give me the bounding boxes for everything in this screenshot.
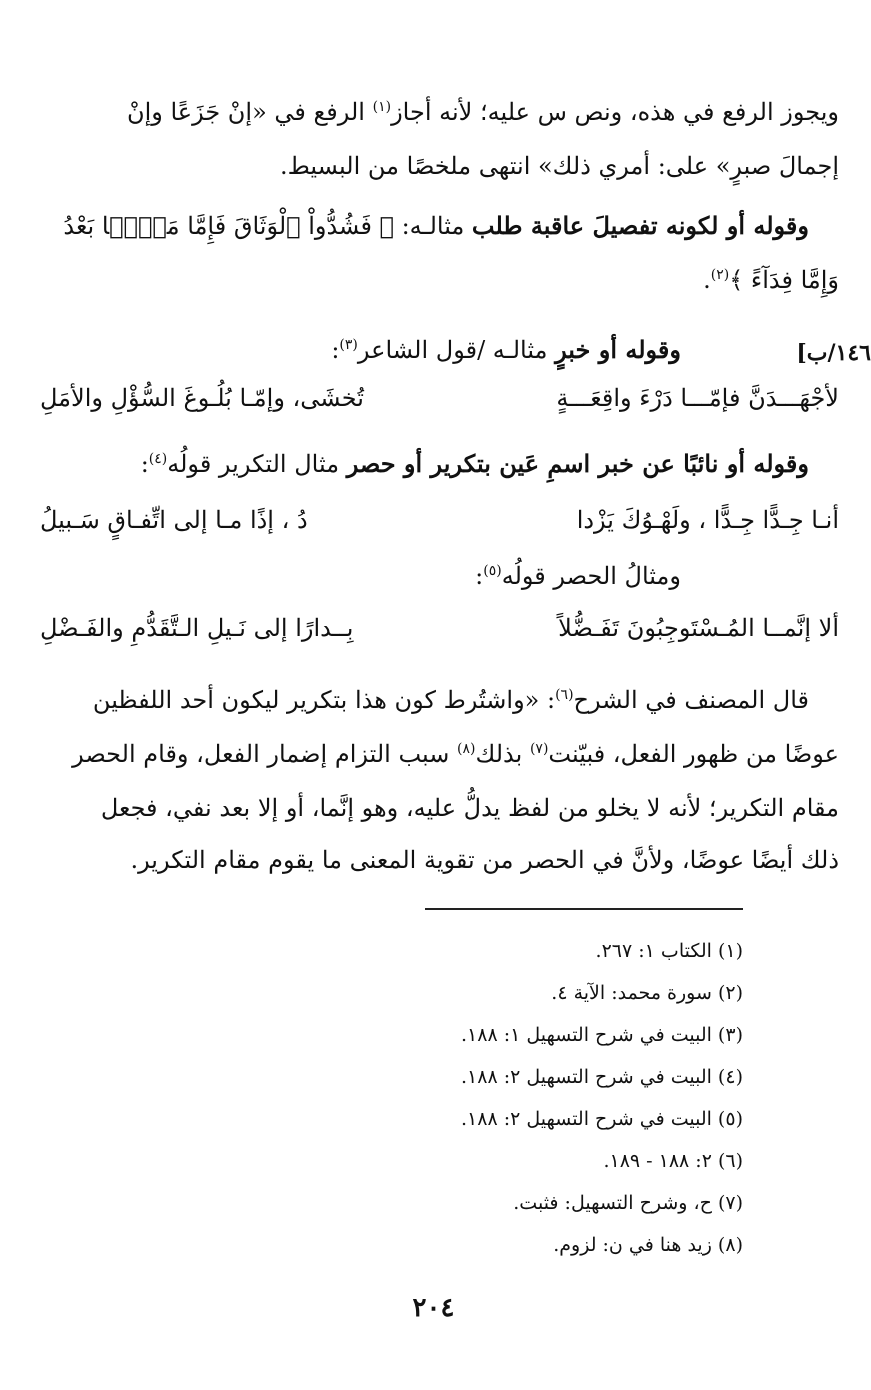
text-segment: : [331, 336, 340, 364]
verse-line [40, 384, 839, 412]
text-segment: إجمالَ صبرٍ» على: أمري ذلك» انتهى ملخصًا من البسيط. [279, 152, 839, 180]
text-segment: ومثالُ الحصر قولُه [501, 562, 681, 590]
text-segment: الرفع في «إنْ جَزَعًا وإنْ [126, 98, 373, 126]
text-line [93, 686, 809, 715]
text-segment: مثالـه: ﴿ فَشُدُّواْ ٱلْوَثَاقَ فَإِمَّا مَنًّۢا بَعْدُ [63, 212, 472, 240]
text-line [130, 846, 839, 875]
verse-line [40, 506, 839, 534]
text-line [331, 336, 681, 365]
footnote: (٨) زيد هنا في ن: لزوم. [553, 1234, 743, 1256]
footnote: (٦) ٢: ١٨٨ - ١٨٩. [603, 1150, 743, 1172]
footnote: (٥) البيت في شرح التسهيل ٢: ١٨٨. [460, 1108, 743, 1130]
verse-hemistich-second: بِــدارًا إلى نَـيلِ الـتَّقَدُّمِ والفَـضْلِ [40, 614, 354, 642]
verse-hemistich-first: أنـا جِـدًّا جِـدًّا ، ولَهْـوُكَ يَزْدا [576, 506, 839, 534]
footnote-marker: (٣) [339, 337, 358, 353]
footnote: (٣) البيت في شرح التسهيل ١: ١٨٨. [460, 1024, 743, 1046]
footnote-marker: (٢) [710, 267, 730, 283]
text-segment: عوضًا من ظهور الفعل، فبيّنت [548, 740, 839, 768]
text-line [141, 450, 809, 479]
footnote: (٢) سورة محمد: الآية ٤. [551, 982, 743, 1004]
text-segment: سبب التزام إضمار الفعل، وقام الحصر [72, 740, 458, 768]
text-segment: مقام التكرير؛ لأنه لا يخلو من لفظ يدلُّ عليه، وهو إنَّما، أو إلا بعد نفي، فجعل [100, 794, 839, 822]
verse-hemistich-second: دُ ، إذًا مـا إلى اتِّفـاقٍ سَـبيلُ [40, 506, 308, 534]
margin-folio-reference: ١٤٦/ب] [796, 340, 871, 366]
text-line [127, 98, 839, 127]
text-segment: ذلك أيضًا عوضًا، ولأنَّ في الحصر من تقوية المعنى ما يقوم مقام التكرير. [130, 846, 839, 874]
text-segment: . [703, 266, 711, 294]
text-segment-bold: وقوله أو نائبًا عن خبر اسمِ عَين بتكرير أو حصر [346, 449, 809, 478]
text-segment: : [140, 450, 149, 478]
text-segment: : [475, 562, 484, 590]
footnote-separator [425, 908, 743, 910]
text-line [63, 212, 809, 241]
text-segment: بذلك [475, 740, 530, 768]
text-segment: : «واشتُرط كون هذا بتكرير ليكون أحد اللفظين [92, 686, 556, 714]
text-line [72, 740, 839, 769]
page-number: ٢٠٤ [412, 1293, 455, 1323]
text-segment: ويجوز الرفع في هذه، ونص س عليه؛ لأنه أجاز [391, 98, 839, 126]
footnote: (١) الكتاب ١: ٢٦٧. [595, 940, 743, 962]
verse-hemistich-second: تُخشَى، وإمّـا بُلُـوغَ السُّؤْلِ والأمَلِ [40, 384, 364, 412]
quran-verse: وَإِمَّا فِدَآءً ﴾ [729, 266, 839, 294]
text-line [280, 152, 839, 181]
footnote-marker: (٤) [148, 451, 168, 467]
text-segment: مثالـه /قول الشاعر [357, 336, 556, 364]
verse-line [40, 614, 839, 642]
text-segment-bold: وقوله أو خبرٍ [555, 335, 681, 364]
text-line [703, 266, 839, 295]
verse-hemistich-first: ألا إنَّمــا المُـسْتَوجِبُونَ تَفَـضُّلاً [558, 614, 839, 642]
footnote-marker: (٦) [555, 687, 574, 703]
footnote: (٧) ح، وشرح التسهيل: فثبت. [513, 1192, 743, 1214]
footnote-marker: (٥) [483, 563, 502, 579]
footnote-marker: (٨) [457, 741, 476, 757]
text-segment: مثال التكرير قولُه [167, 450, 347, 478]
footnote-marker: (٧) [529, 741, 549, 757]
footnote: (٤) البيت في شرح التسهيل ٢: ١٨٨. [460, 1066, 743, 1088]
text-segment: قال المصنف في الشرح [573, 686, 809, 714]
text-segment-bold: وقوله أو لكونه تفصيلَ عاقبة طلب [471, 211, 809, 240]
verse-hemistich-first: لأجْهَـــدَنَّ فإمّـــا دَرْءَ واقِعَـــةٍ [556, 384, 839, 412]
footnote-marker: (١) [372, 99, 392, 115]
text-line [475, 562, 681, 591]
text-line [101, 794, 839, 823]
